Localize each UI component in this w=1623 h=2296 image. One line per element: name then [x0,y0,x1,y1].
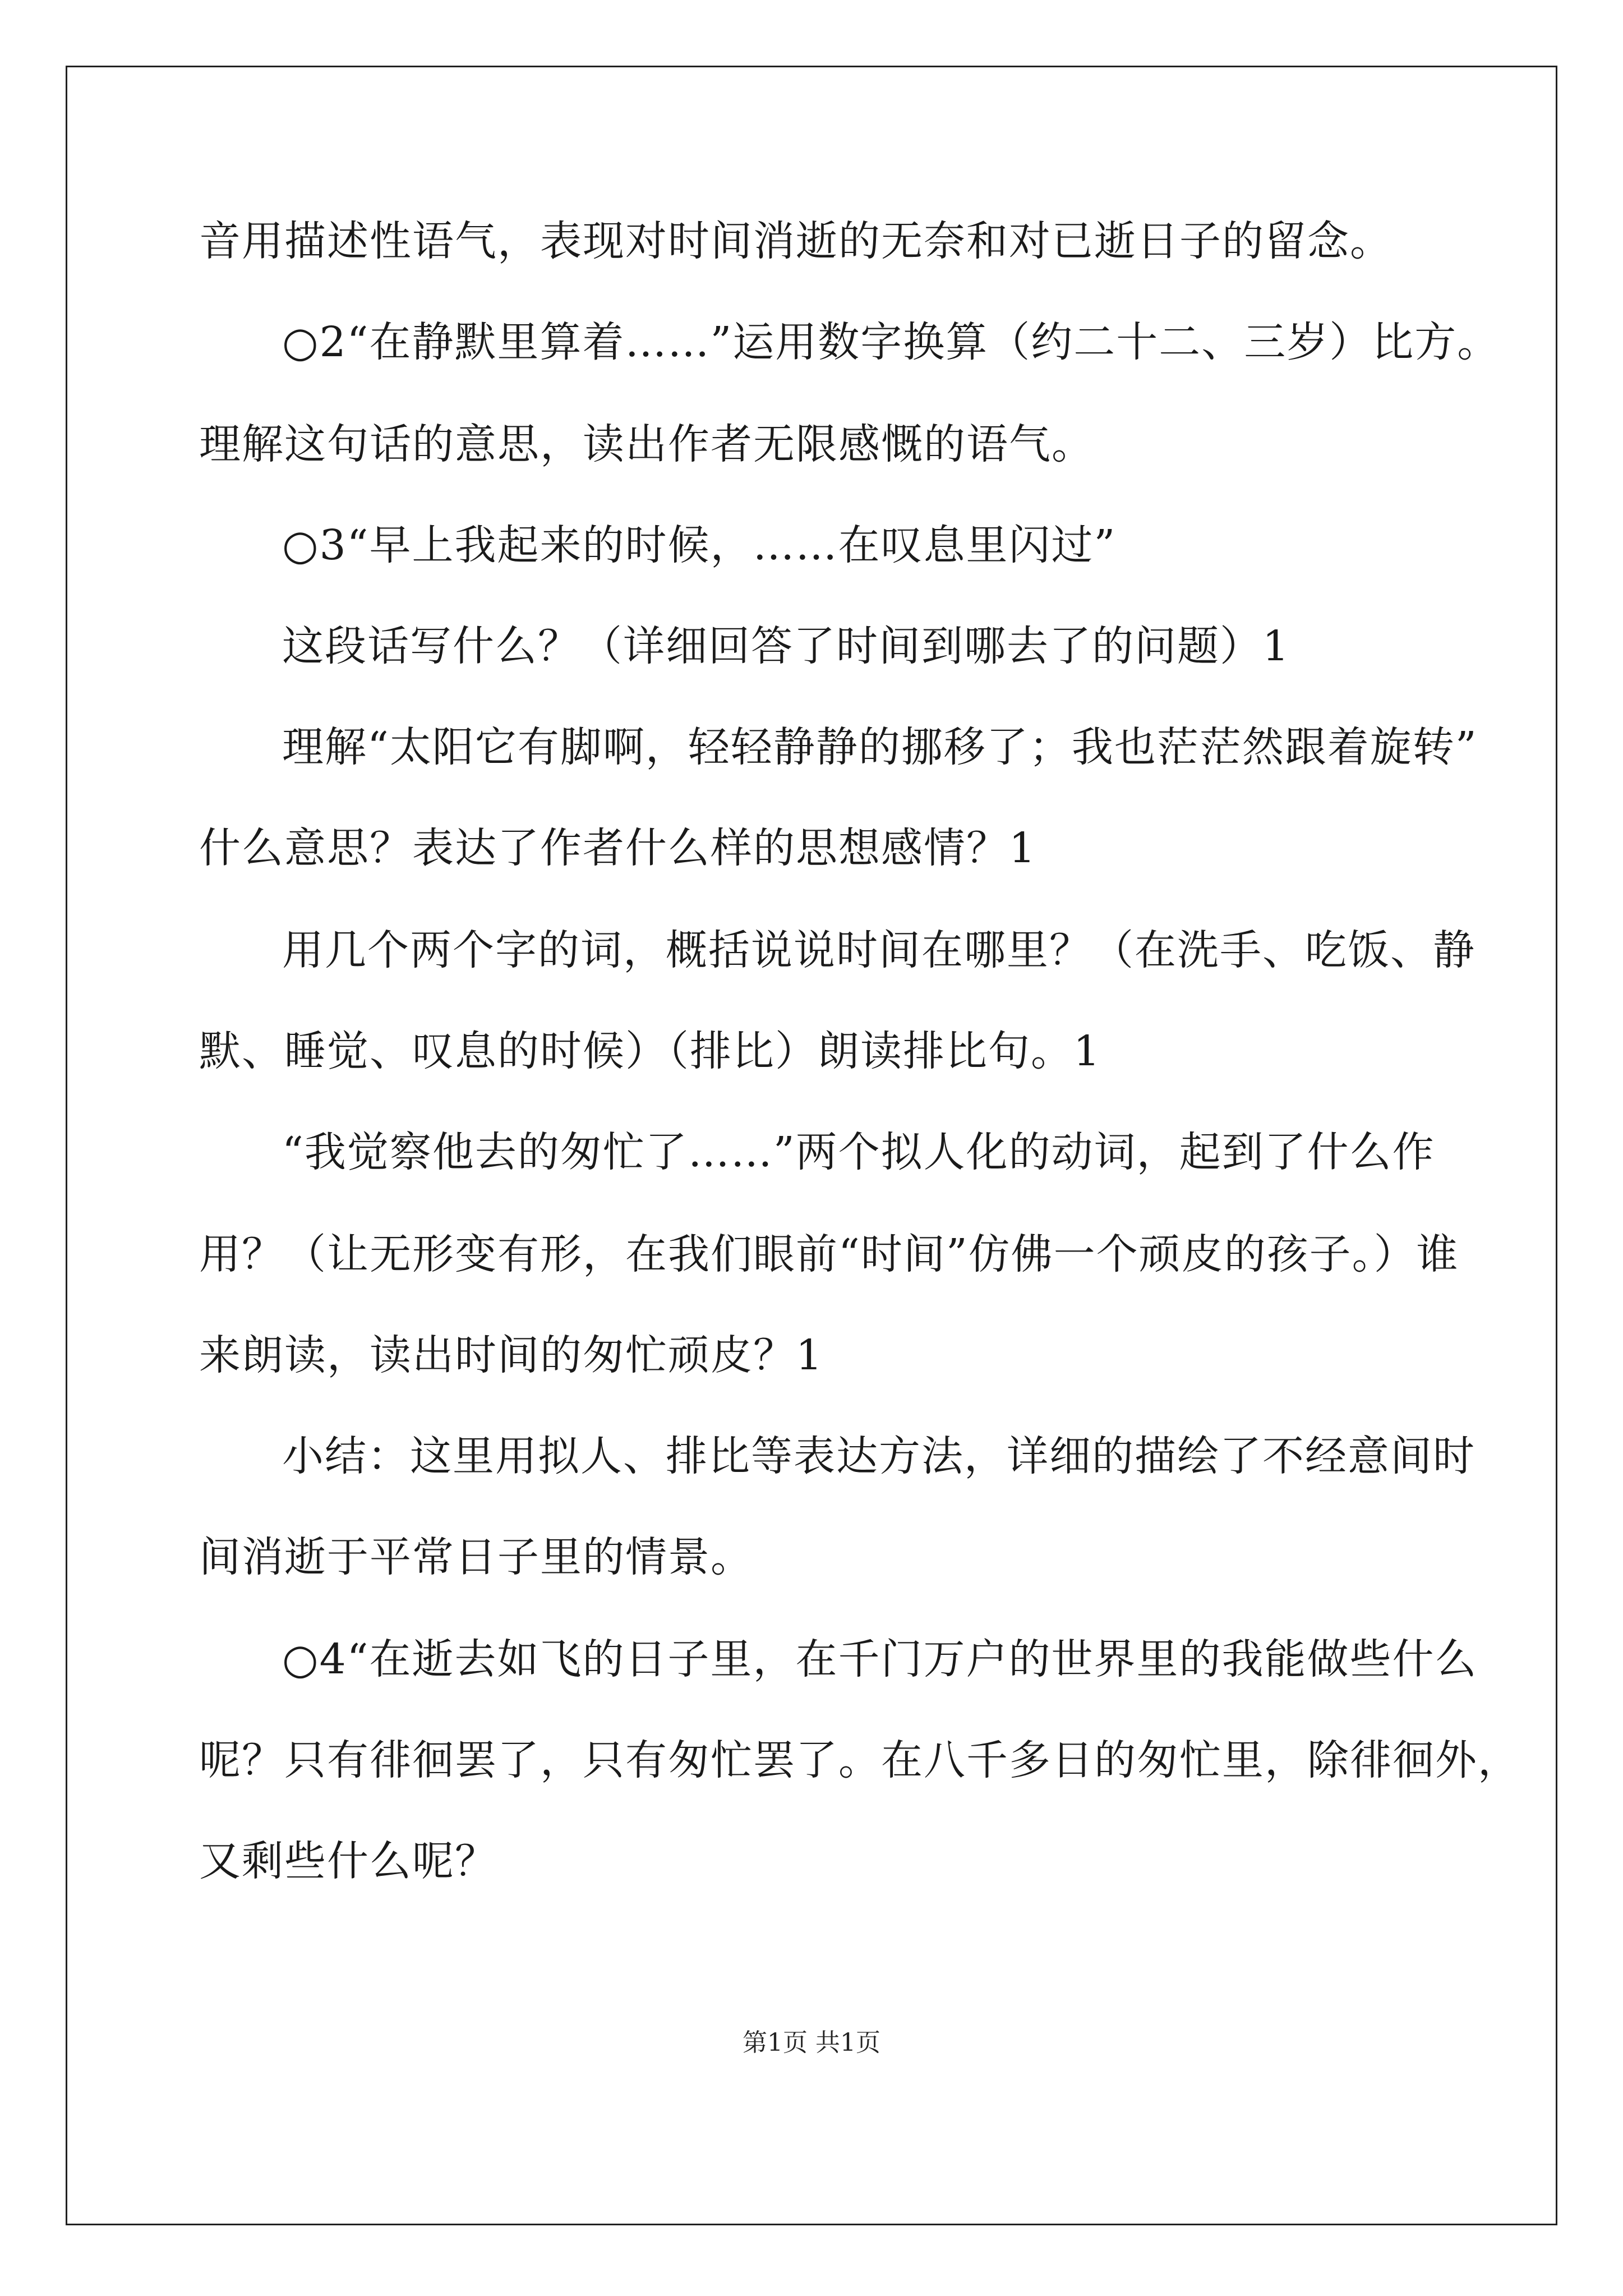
text-line: 来朗读，读出时间的匆忙顽皮？1 [199,1331,824,1379]
text-line: 音用描述性语气，表现对时间消逝的无奈和对已逝日子的留念。 [199,217,1393,265]
text-line: 用？（让无形变有形，在我们眼前“时间”仿佛一个顽皮的孩子。）谁 [199,1230,1459,1278]
text-line: 又剩些什么呢？ [199,1837,497,1885]
text-line: 默、睡觉、叹息的时候）（排比）朗读排比句。1 [199,1027,1101,1075]
text-line: 理解“太阳它有脚啊，轻轻静静的挪移了；我也茫茫然跟着旋转” [282,723,1478,771]
text-line: “我觉察他去的匆忙了……”两个拟人化的动词，起到了什么作 [282,1128,1435,1176]
text-line: 这段话写什么？（详细回答了时间到哪去了的问题）1 [282,622,1290,670]
page-footer: 第1页 共1页 [743,2028,880,2057]
text-line: ○2“在静默里算着……”运用数字换算（约二十二、三岁）比方。 [282,318,1500,366]
text-line: 小结：这里用拟人、排比等表达方法，详细的描绘了不经意间时 [282,1432,1476,1480]
text-line: ○3“早上我起来的时候，……在叹息里闪过” [282,521,1117,569]
text-line: 间消逝于平常日子里的情景。 [199,1533,753,1581]
text-line: ○4“在逝去如飞的日子里，在千门万户的世界里的我能做些什么 [282,1635,1478,1683]
text-line: 用几个两个字的词，概括说说时间在哪里？（在洗手、吃饭、静 [282,926,1476,974]
text-line: 什么意思？表达了作者什么样的思想感情？1 [199,824,1037,872]
text-line: 理解这句话的意思，读出作者无限感慨的语气。 [199,420,1094,468]
text-line: 呢？只有徘徊罢了，只有匆忙罢了。在八千多日的匆忙里，除徘徊外， [199,1736,1520,1784]
